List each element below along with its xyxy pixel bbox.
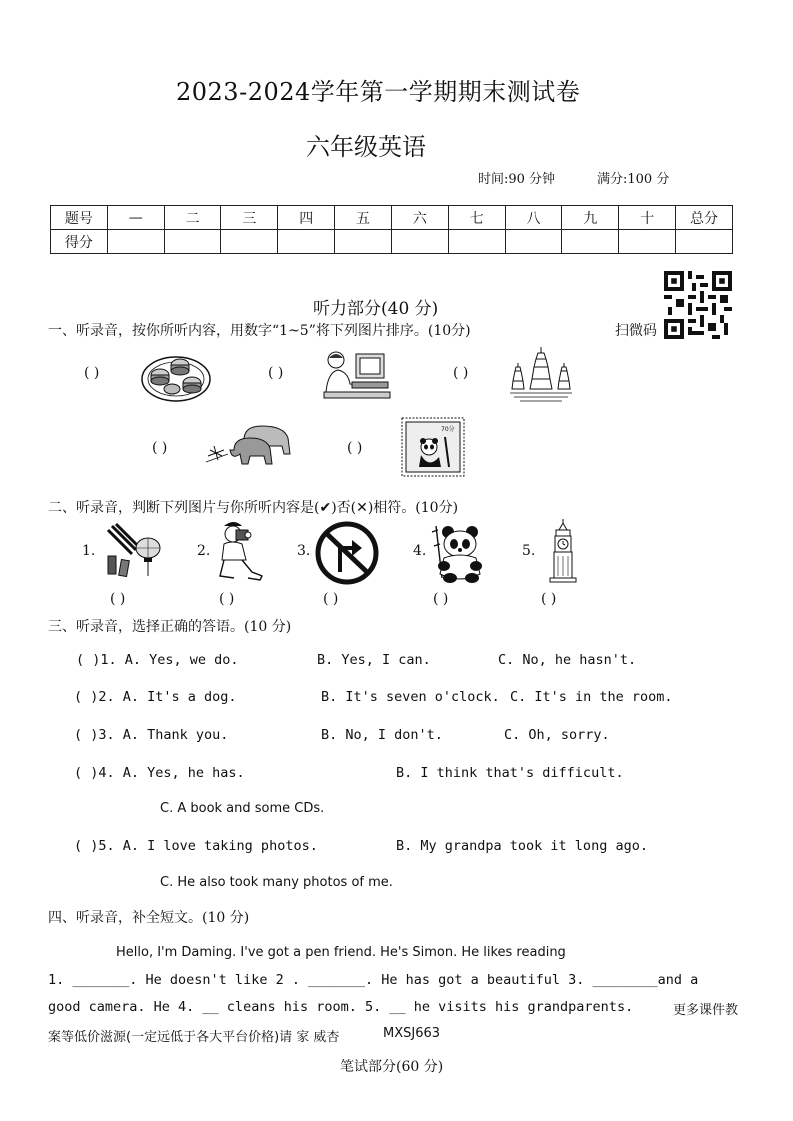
table-cell: 得分: [51, 230, 108, 254]
score-cell[interactable]: [107, 230, 164, 254]
big-ben-icon: [544, 518, 582, 584]
answer-blank[interactable]: ( ): [347, 440, 363, 456]
q4-option-b: B. I think that's difficult.: [396, 765, 624, 781]
exam-title: 2023-2024学年第一学期期末测试卷: [176, 78, 581, 106]
answer-blank[interactable]: ( ): [110, 591, 126, 607]
score-cell[interactable]: [164, 230, 221, 254]
panda-icon: [428, 522, 488, 584]
panda-stamp-icon: [401, 417, 465, 477]
answer-blank[interactable]: ( ): [219, 591, 235, 607]
score-cell[interactable]: [448, 230, 505, 254]
q1-option-c: C. No, he hasn't.: [498, 652, 637, 668]
answer-blank[interactable]: ( ): [323, 591, 339, 607]
score-cell[interactable]: [221, 230, 278, 254]
q2-option-c: C. It's in the room.: [510, 689, 673, 705]
photographer-icon: [212, 518, 268, 584]
q3-option-a: ( )3. A. Thank you.: [74, 727, 229, 743]
qr-label: 扫微码: [615, 323, 657, 339]
promo-text: 更多课件教: [673, 1003, 739, 1018]
qr-code-icon: [664, 271, 732, 339]
score-cell[interactable]: [505, 230, 562, 254]
table-cell: 三: [221, 206, 278, 230]
score-cell[interactable]: [676, 230, 733, 254]
mooncakes-icon: [140, 345, 212, 403]
q5-option-a: ( )5. A. I love taking photos.: [74, 838, 318, 854]
q5-option-b: B. My grandpa took it long ago.: [396, 838, 648, 854]
answer-blank[interactable]: ( ): [152, 440, 168, 456]
score-cell[interactable]: [391, 230, 448, 254]
stamp-value: 70分: [441, 426, 455, 433]
table-cell: 十: [619, 206, 676, 230]
score-cell[interactable]: [335, 230, 392, 254]
answer-blank[interactable]: ( ): [433, 591, 449, 607]
written-heading: 笔试部分(60 分): [340, 1059, 444, 1075]
score-cell[interactable]: [278, 230, 335, 254]
passage-line-1: Hello, I'm Daming. I've got a pen friend. He's Simon. He likes reading: [116, 945, 566, 960]
q5-option-c: C. He also took many photos of me.: [160, 875, 393, 890]
promo-text-line-2: 案等低价滋源(一定远低于各大平台价格)请 家 威杏: [48, 1030, 340, 1045]
question-number: 4.: [413, 543, 427, 559]
score-table-header-row: [51, 206, 733, 230]
section-1-instruction: 一、听录音，按你所听内容，用数字“1~5”将下列图片排序。(10分): [48, 323, 471, 339]
answer-blank[interactable]: ( ): [268, 365, 284, 381]
answer-blank[interactable]: ( ): [541, 591, 557, 607]
q2-option-a: ( )2. A. It's a dog.: [74, 689, 237, 705]
exam-full-score: 满分:100 分: [597, 172, 670, 187]
promo-code: MXSJ663: [383, 1026, 441, 1041]
section-4-instruction: 四、听录音，补全短文。(10 分): [48, 910, 250, 926]
q1-option-a: ( )1. A. Yes, we do.: [76, 652, 239, 668]
score-cell[interactable]: [562, 230, 619, 254]
lantern-firecrackers-icon: [98, 520, 164, 584]
table-cell: 六: [391, 206, 448, 230]
score-table: [50, 205, 733, 254]
table-cell: 四: [278, 206, 335, 230]
passage-line-2: 1. _______. He doesn't like 2 . _______. He has got a beautiful 3. ________and a: [48, 972, 699, 988]
answer-blank[interactable]: ( ): [84, 365, 100, 381]
table-cell: 五: [335, 206, 392, 230]
section-3-instruction: 三、听录音，选择正确的答语。(10 分): [48, 619, 292, 635]
table-cell: 题号: [51, 206, 108, 230]
passage-line-3: good camera. He 4. __ cleans his room. 5. __ he visits his grandparents.: [48, 999, 634, 1015]
listening-heading: 听力部分(40 分): [313, 299, 439, 319]
question-number: 1.: [82, 543, 96, 559]
score-table-score-row: [51, 230, 733, 254]
q1-option-b: B. Yes, I can.: [317, 652, 431, 668]
q3-option-c: C. Oh, sorry.: [504, 727, 610, 743]
elephants-icon: [204, 420, 300, 468]
q4-option-a: ( )4. A. Yes, he has.: [74, 765, 245, 781]
exam-time: 时间:90 分钟: [478, 172, 556, 187]
exam-subtitle: 六年级英语: [306, 133, 426, 161]
no-right-turn-sign-icon: [314, 520, 380, 586]
q2-option-b: B. It's seven o'clock.: [321, 689, 500, 705]
question-number: 2.: [197, 543, 211, 559]
question-number: 5.: [522, 543, 536, 559]
table-cell: 九: [562, 206, 619, 230]
pagodas-icon: [508, 345, 574, 403]
question-number: 3.: [297, 543, 311, 559]
q4-option-c: C. A book and some CDs.: [160, 801, 325, 816]
computer-user-icon: [322, 348, 392, 400]
section-2-instruction: 二、听录音，判断下列图片与你所听内容是(✔)否(✕)相符。(10分): [48, 500, 459, 516]
answer-blank[interactable]: ( ): [453, 365, 469, 381]
table-cell: 八: [505, 206, 562, 230]
table-cell: 总分: [676, 206, 733, 230]
q3-option-b: B. No, I don't.: [321, 727, 443, 743]
score-cell[interactable]: [619, 230, 676, 254]
table-cell: 七: [448, 206, 505, 230]
table-cell: —: [107, 206, 164, 230]
table-cell: 二: [164, 206, 221, 230]
